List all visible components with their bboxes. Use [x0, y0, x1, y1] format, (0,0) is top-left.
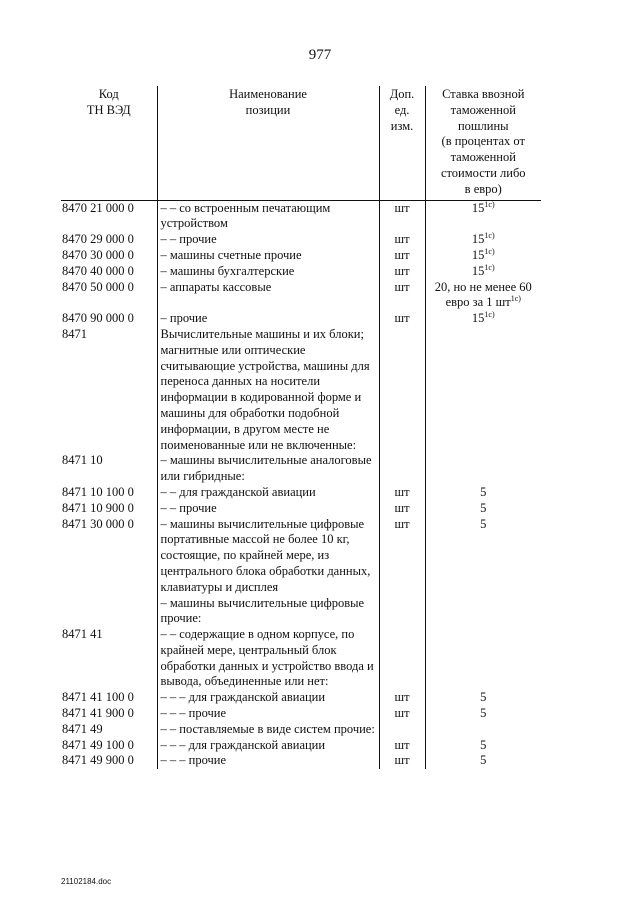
row-unit [379, 627, 425, 690]
row-rate: 5 [425, 753, 541, 769]
row-code: 8471 10 900 0 [62, 500, 134, 515]
row-unit [379, 453, 425, 485]
row-name: – машины вычислительные аналоговые или гибридные: [157, 453, 379, 485]
row-code: 8470 40 000 0 [62, 263, 134, 278]
table-row [61, 280, 541, 312]
row-unit: шт [379, 706, 425, 722]
row-unit: шт [379, 264, 425, 280]
row-code: 8471 41 [62, 627, 103, 642]
row-code: 8470 30 000 0 [62, 247, 134, 262]
header-unit: Доп. ед. изм. [379, 86, 425, 200]
header-rate: Ставка ввозной таможенной пошлины (в процентах от таможенной стоимости либо в евро) [425, 86, 541, 200]
row-unit: шт [379, 517, 425, 596]
row-code: 8471 49 900 0 [62, 753, 134, 768]
row-name: – машины счетные прочие [157, 248, 379, 264]
row-unit: шт [379, 232, 425, 248]
row-rate: 5 [425, 517, 541, 596]
row-rate [425, 722, 541, 738]
row-name: – – прочие [157, 232, 379, 248]
footnote-mark: 1с) [484, 199, 495, 209]
row-unit [379, 722, 425, 738]
row-rate: $15^{1с)}$ [425, 248, 541, 264]
row-unit: шт [379, 280, 425, 312]
row-name: – аппараты кассовые [157, 280, 379, 312]
table-row [61, 232, 541, 248]
table-row [61, 501, 541, 517]
row-name: – – – для гражданской авиации [157, 738, 379, 754]
footnote-mark: 1с) [484, 246, 495, 256]
table-row [61, 722, 541, 738]
row-name: – – со встроенным печатающим устройством [157, 200, 379, 232]
row-unit: шт [379, 738, 425, 754]
table-row [61, 517, 541, 596]
row-name: – – – прочие [157, 706, 379, 722]
table-row [61, 264, 541, 280]
row-rate [425, 327, 541, 453]
table-row [61, 248, 541, 264]
row-rate: $15^{1с)}$ [425, 311, 541, 327]
row-name: – – – для гражданской авиации [157, 690, 379, 706]
row-name: – машины вычислительные цифровые портативные массой не более 10 кг, состоящие, по крайней мере, из центрального блока обработки данных, клавиатуры и дисплея [157, 517, 379, 596]
row-name: – машины вычислительные цифровые прочие: [157, 596, 379, 628]
row-rate: 5 [425, 706, 541, 722]
row-code: 8471 41 100 0 [62, 690, 134, 705]
table-row [61, 327, 541, 453]
row-name: Вычислительные машины и их блоки; магнитные или оптические считывающие устройства, машины для переноса данных на носители информации в кодированной форме и машины для обработки подобной информации, в другом месте не поименованные или не включенные: [157, 327, 379, 453]
row-code: 8471 49 100 0 [62, 737, 134, 752]
row-rate [425, 453, 541, 485]
table-row [61, 738, 541, 754]
tariff-table [61, 86, 541, 769]
row-code [61, 596, 157, 628]
row-code: 8470 50 000 0 [62, 279, 134, 294]
table-row [61, 453, 541, 485]
row-unit: шт [379, 501, 425, 517]
footnote-mark: 1с) [484, 310, 495, 320]
table-row [61, 311, 541, 327]
row-name: – – прочие [157, 501, 379, 517]
footnote-mark: 1с) [484, 262, 495, 272]
row-name: – прочие [157, 311, 379, 327]
table-row [61, 485, 541, 501]
row-unit: шт [379, 485, 425, 501]
footer-filename: 21102184.doc [61, 877, 112, 886]
page-number: 977 [308, 47, 332, 63]
table-header [61, 86, 541, 200]
row-rate [425, 627, 541, 690]
row-unit: шт [379, 311, 425, 327]
row-code: 8471 10 [62, 453, 103, 468]
row-code: 8471 41 900 0 [62, 706, 134, 721]
row-name: – машины бухгалтерские [157, 264, 379, 280]
footnote-mark: 1с) [510, 294, 521, 304]
row-unit [379, 327, 425, 453]
row-unit [379, 596, 425, 628]
row-rate: 5 [425, 690, 541, 706]
table-row [61, 627, 541, 690]
header-name: Наименование позиции [157, 86, 379, 200]
row-code: 8470 21 000 0 [62, 200, 134, 215]
table-row [61, 690, 541, 706]
row-unit: шт [379, 753, 425, 769]
row-rate: $15^{1с)}$ [425, 264, 541, 280]
row-rate: $15^{1с)}$ [425, 232, 541, 248]
table-row [61, 200, 541, 232]
row-unit: шт [379, 690, 425, 706]
row-rate: 5 [425, 501, 541, 517]
footnote-mark: 1с) [484, 231, 495, 241]
row-rate: 5 [425, 738, 541, 754]
row-name: – – поставляемые в виде систем прочие: [157, 722, 379, 738]
table-row [61, 706, 541, 722]
row-rate: 20, но не менее 60 евро за 1 $шт^{1с)}$ [425, 280, 541, 312]
row-code: 8471 30 000 0 [62, 516, 134, 531]
row-rate: $15^{1с)}$ [425, 200, 541, 232]
table-row [61, 753, 541, 769]
row-rate [425, 596, 541, 628]
header-code: Код ТН ВЭД [61, 86, 157, 200]
row-name: – – содержащие в одном корпусе, по крайней мере, центральный блок обработки данных и устройство ввода и вывода, объединенные или нет: [157, 627, 379, 690]
row-name: – – – прочие [157, 753, 379, 769]
table-body [61, 200, 541, 769]
row-code: 8471 10 100 0 [62, 484, 134, 499]
row-unit: шт [379, 248, 425, 264]
row-code: 8471 [62, 326, 87, 341]
row-rate: 5 [425, 485, 541, 501]
table-row [61, 596, 541, 628]
row-code: 8470 90 000 0 [62, 311, 134, 326]
row-code: 8470 29 000 0 [62, 232, 134, 247]
row-name: – – для гражданской авиации [157, 485, 379, 501]
row-unit: шт [379, 200, 425, 232]
row-code: 8471 49 [62, 721, 103, 736]
